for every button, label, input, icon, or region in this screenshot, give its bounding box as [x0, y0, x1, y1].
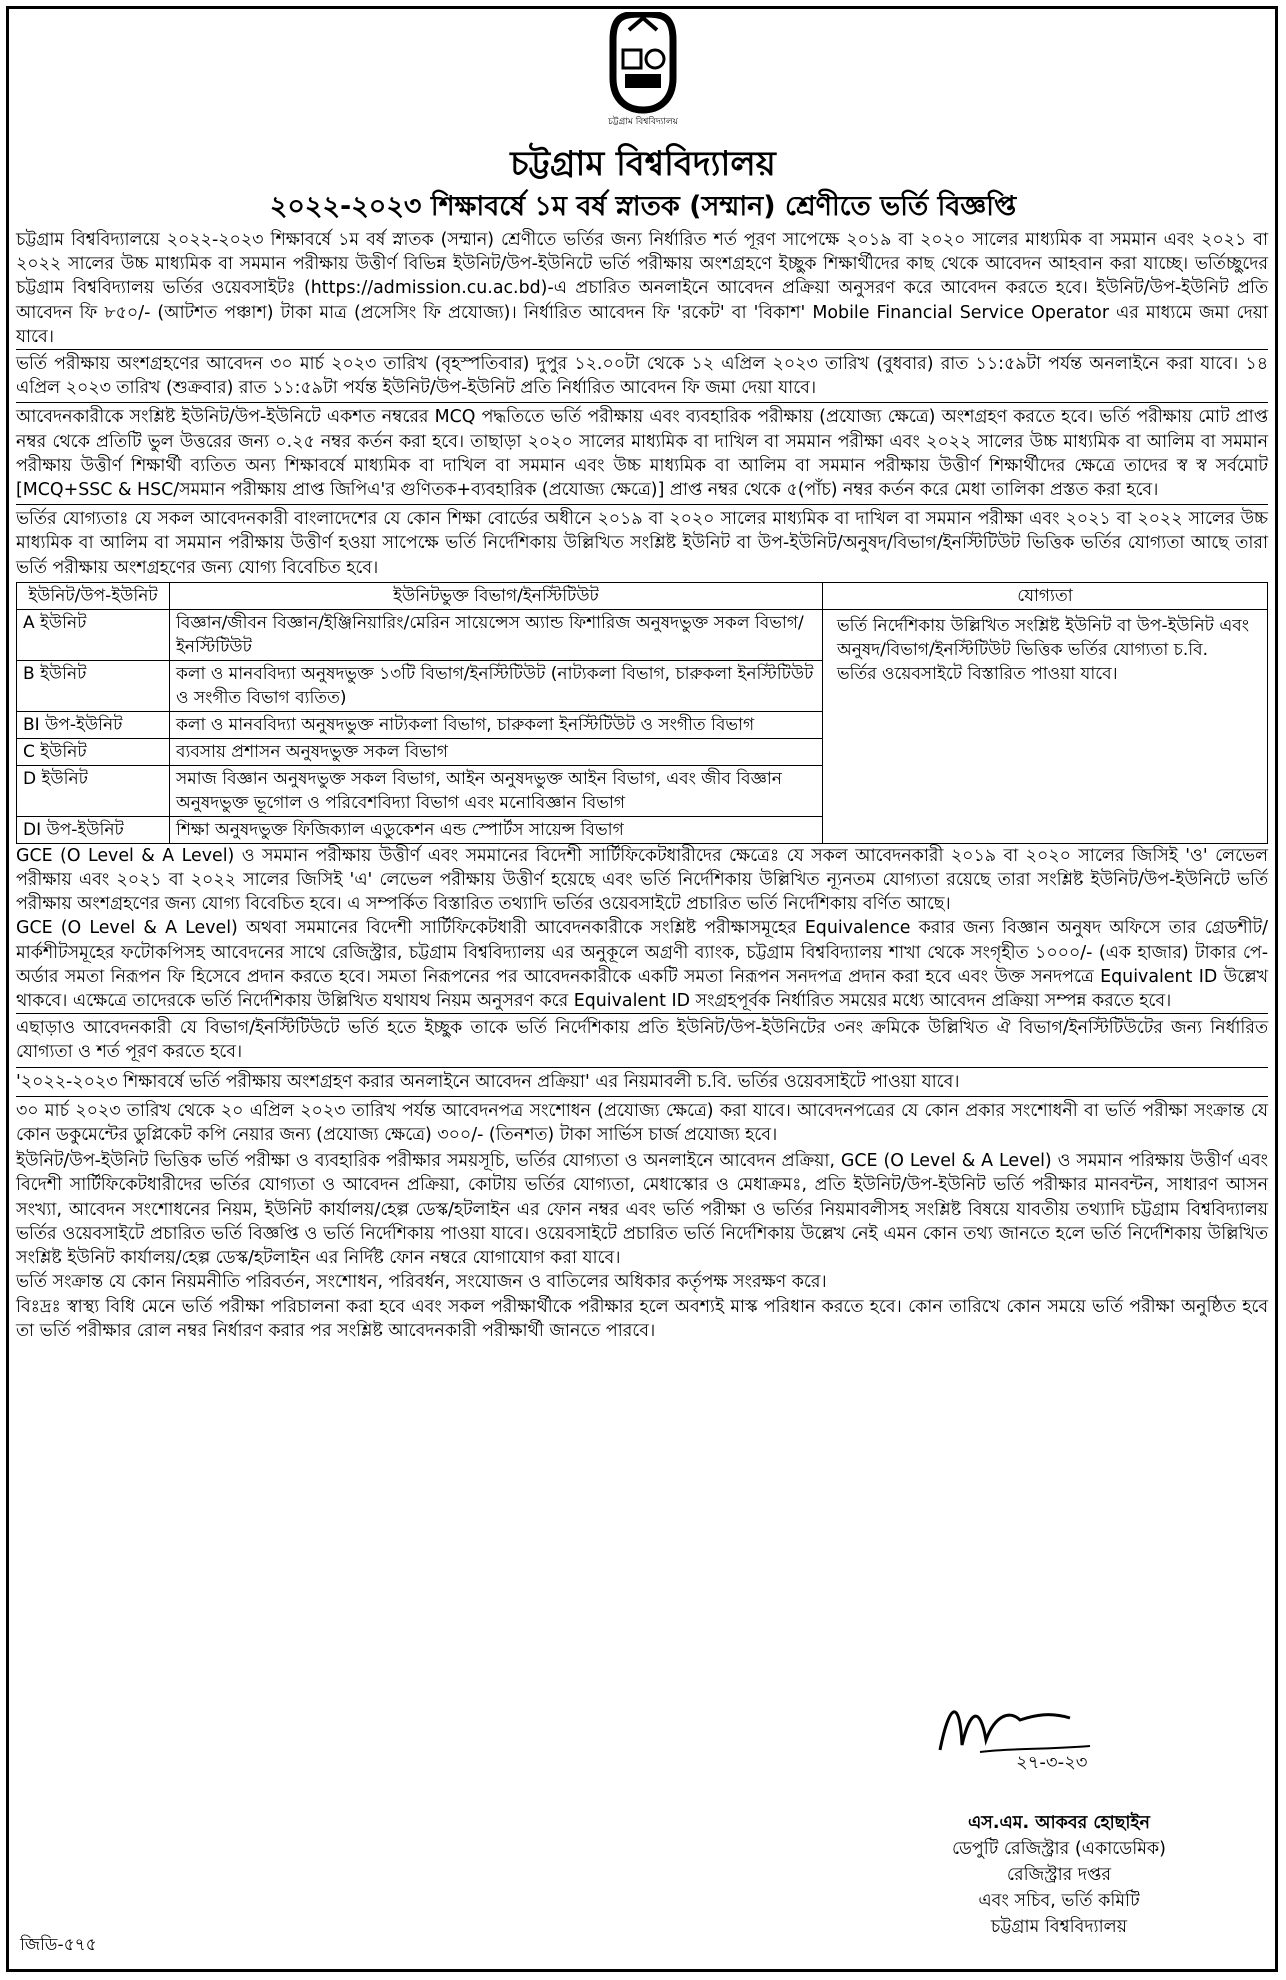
unit-cell: C ইউনিট	[17, 738, 170, 765]
unit-cell: D ইউনিট	[17, 765, 170, 816]
signatory-secretary: এবং সচিব, ভর্তি কমিটি	[978, 1891, 1140, 1911]
signature-image	[920, 1690, 1120, 1770]
signature-block	[952, 1810, 1166, 1940]
paragraph-gce-eligibility: GCE (O Level & A Level) ও সমমান পরীক্ষায় উত্তীর্ণ এবং সমমানের বিদেশী সার্টিফিকেটধারীদের ক্ষেত্রেঃ যে সকল আবেদনকারী ২০১৯ বা ২০২০ সালের জিসিই 'ও' লেভেল পরীক্ষায় এবং ২০২১ বা ২০২২ সালের জিসিই 'এ' লেভেল পরীক্ষায় উত্তীর্ণ হয়েছে এবং ভর্তি নির্দেশিকায় উল্লিখিত ন্যূনতম যোগ্যতা রয়েছে তারা সংশ্লিষ্ট ইউনিট/উপ-ইউনিটে ভর্তি পরীক্ষায় অংশগ্রহণের জন্য যোগ্য বিবেচিত হবে। এ সম্পর্কিত বিস্তারিত তথ্যাদি ভর্তির ওয়েবসাইটে প্রচারিত ভর্তি নির্দেশিকায় বর্ণিত আছে।	[16, 845, 1268, 915]
paragraph-online-rules: '২০২২-২০২৩ শিক্ষাবর্ষে ভর্তি পরীক্ষায় অংশগ্রহণ করার অনলাইনে আবেদন প্রক্রিয়া' এর নিয়মাবলী চ.বি. ভর্তির ওয়েবসাইটে পাওয়া যাবে।	[16, 1067, 1268, 1096]
table-header-departments: ইউনিটভুক্ত বিভাগ/ইনস্টিটিউট	[170, 582, 823, 609]
signatory-designation: ডেপুটি রেজিস্ট্রার (একাডেমিক)	[951, 1839, 1166, 1859]
paragraph-details-info: ইউনিট/উপ-ইউনিট ভিত্তিক ভর্তি পরীক্ষা ও ব্যবহারিক পরীক্ষার সময়সূচি, ভর্তির যোগ্যতা ও অনলাইনে আবেদন প্রক্রিয়া, GCE (O Level & A Level) ও সমমান পরিক্ষায় উত্তীর্ণ এবং বিদেশী সার্টিফিকেটধারীদের ভর্তির যোগ্যতা ও আবেদন প্রক্রিয়া, কোটায় ভর্তির যোগ্যতা, মেধাস্কোর ও মেধাক্রমঃ, প্রতি ইউনিট/উপ-ইউনিট ভর্তি পরীক্ষার মানবন্টন, সাধারণ আসন সংখ্যা, আবেদন সংশোধনের নিয়ম, ইউনিট কার্যালয়/হেল্প ডেস্ক/হটলাইন এর ফোন নম্বর এবং ভর্তি পরীক্ষা ও ভর্তির নিয়মাবলীসহ সংশ্লিষ্ট বিষয়ে যাবতীয় তথ্যাদি চট্টগ্রাম বিশ্ববিদ্যালয় ভর্তির ওয়েবসাইটে প্রচারিত ভর্তি বিজ্ঞপ্তি ও ভর্তি নির্দেশিকায় পাওয়া যাবে। ওয়েবসাইটে প্রচারিত ভর্তি নির্দেশিকায় উল্লেখ নেই এমন কোন তথ্য জানতে হলে ভর্তি নির্দেশিকায় উল্লিখিত সংশ্লিষ্ট ইউনিট কার্যালয়/হেল্প ডেস্ক/হটলাইন এর নির্দিষ্ট ফোন নম্বরে যোগাযোগ করা যাবে।	[16, 1151, 1268, 1269]
paragraph-dates: ভর্তি পরীক্ষায় অংশগ্রহণের আবেদন ৩০ মার্চ ২০২৩ তারিখ (বৃহস্পতিবার) দুপুর ১২.০০টা থেকে ১২ এপ্রিল ২০২৩ তারিখ (বুধবার) রাত ১১:৫৯টা পর্যন্ত অনলাইনে করা যাবে। ১৪ এপ্রিল ২০২৩ তারিখ (শুক্রবার) রাত ১১:৫৯টা পর্যন্ত ইউনিট/উপ-ইউনিট প্রতি নির্ধারিত আবেদন ফি জমা দেয়া যাবে।	[16, 349, 1268, 402]
unit-cell: DI উপ-ইউনিট	[17, 816, 170, 843]
notice-body	[16, 228, 1268, 1343]
reference-code: জিডি-৫৭৫	[20, 1935, 97, 1955]
unit-cell: A ইউনিট	[17, 609, 170, 660]
table-header-eligibility: যোগ্যতা	[823, 582, 1268, 609]
signatory-university: চট্টগ্রাম বিশ্ববিদ্যালয়	[990, 1917, 1128, 1937]
signatory-office: রেজিস্ট্রার দপ্তর	[1006, 1865, 1112, 1885]
table-row	[17, 609, 1268, 660]
notice-title: ২০২২-২০২৩ শিক্ষাবর্ষে ১ম বর্ষ স্নাতক (সম্মান) শ্রেণীতে ভর্তি বিজ্ঞপ্তি	[269, 191, 1017, 222]
units-table	[16, 582, 1268, 844]
signatory-name: এস.এম. আকবর হোছাইন	[967, 1813, 1150, 1833]
paragraph-eligibility: ভর্তির যোগ্যতাঃ যে সকল আবেদনকারী বাংলাদেশের যে কোন শিক্ষা বোর্ডের অধীনে ২০১৯ বা ২০২০ সালের মাধ্যমিক বা দাখিল বা সমমান পরীক্ষা এবং ২০২১ বা ২০২২ সালের উচ্চ মাধ্যমিক বা আলিম বা সমমান পরীক্ষায় উত্তীর্ণ হওয়া সাপেক্ষে ভর্তি নির্দেশিকায় উল্লিখিত সংশ্লিষ্ট ইউনিট বা উপ-ইউনিট/অনুষদ/বিভাগ/ইনস্টিটিউট ভিত্তিক ভর্তির যোগ্যতা আছে তারা ভর্তি পরীক্ষায় অংশগ্রহণের জন্য যোগ্য বিবেচিত হবে।	[16, 504, 1268, 582]
paragraph-authority-rights: ভর্তি সংক্রান্ত যে কোন নিয়মনীতি পরিবর্তন, সংশোধন, পরিবর্ধন, সংযোজন ও বাতিলের অধিকার কর্তৃপক্ষ সংরক্ষণ করে।	[16, 1272, 827, 1293]
eligibility-cell: ভর্তি নির্দেশিকায় উল্লিখিত সংশ্লিষ্ট ইউনিট বা উপ-ইউনিট এবং অনুষদ/বিভাগ/ইনস্টিটিউট ভিত্তিক ভর্তির যোগ্যতা চ.বি. ভর্তির ওয়েবসাইটে বিস্তারিত পাওয়া যাবে।	[823, 609, 1268, 843]
paragraph-department-conditions: এছাড়াও আবেদনকারী যে বিভাগ/ইনস্টিটিউটে ভর্তি হতে ইচ্ছুক তাকে ভর্তি নির্দেশিকায় প্রতি ইউনিট/উপ-ইউনিটের ৩নং ক্রমিকে উল্লিখিত ঐ বিভাগ/ইনস্টিটিউটের জন্য নির্ধারিত যোগ্যতা ও শর্ত পূরণ করতে হবে।	[16, 1013, 1268, 1066]
departments-cell: কলা ও মানববিদ্যা অনুষদভুক্ত নাট্যকলা বিভাগ, চারুকলা ইনস্টিটিউট ও সংগীত বিভাগ	[170, 711, 823, 738]
departments-cell: বিজ্ঞান/জীবন বিজ্ঞান/ইঞ্জিনিয়ারিং/মেরিন সায়েন্সেস অ্যান্ড ফিশারিজ অনুষদভুক্ত সকল বিভাগ/ইনস্টিটিউট	[170, 609, 823, 660]
departments-cell: কলা ও মানববিদ্যা অনুষদভুক্ত ১৩টি বিভাগ/ইনস্টিটিউট (নাট্যকলা বিভাগ, চারুকলা ইনস্টিটিউট ও সংগীত বিভাগ ব্যতিত)	[170, 660, 823, 711]
departments-cell: ব্যবসায় প্রশাসন অনুষদভুক্ত সকল বিভাগ	[170, 738, 823, 765]
paragraph-application: চট্টগ্রাম বিশ্ববিদ্যালয়ে ২০২২-২০২৩ শিক্ষাবর্ষে ১ম বর্ষ স্নাতক (সম্মান) শ্রেণীতে ভর্তির জন্য নির্ধারিত শর্ত পূরণ সাপেক্ষে ২০১৯ বা ২০২০ সালের মাধ্যমিক বা সমমান এবং ২০২১ বা ২০২২ সালের উচ্চ মাধ্যমিক বা সমমান পরীক্ষায় উত্তীর্ণ বিভিন্ন ইউনিট/উপ-ইউনিটে ভর্তি পরীক্ষায় অংশগ্রহণে ইচ্ছুক শিক্ষার্থীদের কাছ থেকে আবেদন আহবান করা যাচ্ছে। ভর্তিচ্ছুদের চট্টগ্রাম বিশ্ববিদ্যালয় ভর্তির ওয়েবসাইটঃ (https://admission.cu.ac.bd)-এ প্রচারিত অনলাইনে আবেদন প্রক্রিয়া অনুসরণ করে আবেদন করতে হবে। ইউনিট/উপ-ইউনিট প্রতি আবেদন ফি ৮৫০/- (আটশত পঞ্চাশ) টাকা মাত্র (প্রসেসিং ফি প্রযোজ্য)। নির্ধারিত আবেদন ফি 'রকেট' বা 'বিকাশ' Mobile Financial Service Operator এর মাধ্যমে জমা দেয়া যাবে।	[16, 230, 1268, 347]
paragraph-correction: ৩০ মার্চ ২০২৩ তারিখ থেকে ২০ এপ্রিল ২০২৩ তারিখ পর্যন্ত আবেদনপত্র সংশোধন (প্রযোজ্য ক্ষেত্রে) করা যাবে। আবেদনপত্রের যে কোন প্রকার সংশোধনী বা ভর্তি পরীক্ষা সংক্রান্ত যে কোন ডকুমেন্টের ডুপ্লিকেট কপি নেয়ার জন্য (প্রযোজ্য ক্ষেত্রে) ৩০০/- (তিনশত) টাকা সার্ভিস চার্জ প্রযোজ্য হবে।	[16, 1096, 1268, 1149]
departments-cell: শিক্ষা অনুষদভুক্ত ফিজিক্যাল এডুকেশন এন্ড স্পোর্টস সায়েন্স বিভাগ	[170, 816, 823, 843]
table-header-unit: ইউনিট/উপ-ইউনিট	[17, 582, 170, 609]
paragraph-exam-system: আবেদনকারীকে সংশ্লিষ্ট ইউনিট/উপ-ইউনিটে একশত নম্বরের MCQ পদ্ধতিতে ভর্তি পরীক্ষায় এবং ব্যবহারিক পরীক্ষায় (প্রযোজ্য ক্ষেত্রে) অংশগ্রহণ করতে হবে। ভর্তি পরীক্ষায় মোট প্রাপ্ত নম্বর থেকে প্রতিটি ভুল উত্তরের জন্য ০.২৫ নম্বর কর্তন করা হবে। তাছাড়া ২০২০ সালের মাধ্যমিক বা দাখিল বা সমমান পরীক্ষা এবং ২০২২ সালের উচ্চ মাধ্যমিক বা আলিম বা সমমান পরীক্ষায় উত্তীর্ণ শিক্ষার্থী ব্যতিত অন্য শিক্ষাবর্ষে মাধ্যমিক বা দাখিল বা সমমান এবং উচ্চ মাধ্যমিক বা আলিম বা সমমান পরীক্ষায় উত্তীর্ণ শিক্ষার্থীদের ক্ষেত্রে তাদের স্ব স্ব সর্বমোট [MCQ+SSC & HSC/সমমান পরীক্ষায় প্রাপ্ত জিপিএ'র গুণিতক+ব্যবহারিক (প্রযোজ্য ক্ষেত্রে)] প্রাপ্ত নম্বর থেকে ৫(পাঁচ) নম্বর কর্তন করে মেধা তালিকা প্রস্তত করা হবে।	[16, 402, 1268, 504]
table-header-row	[17, 582, 1268, 609]
university-title: চট্টগ্রাম বিশ্ববিদ্যালয়	[510, 144, 776, 184]
unit-cell: B ইউনিট	[17, 660, 170, 711]
unit-cell: BI উপ-ইউনিট	[17, 711, 170, 738]
paragraph-health-note: বিঃদ্রঃ স্বাস্থ্য বিধি মেনে ভর্তি পরীক্ষা পরিচালনা করা হবে এবং সকল পরীক্ষার্থীকে পরীক্ষার হলে অবশ্যই মাস্ক পরিধান করতে হবে। কোন তারিখে কোন সময়ে ভর্তি পরীক্ষা অনুষ্ঠিত হবে তা ভর্তি পরীক্ষার রোল নম্বর নির্ধারণ করার পর সংশ্লিষ্ট আবেদনকারী পরীক্ষার্থী জানতে পারবে।	[16, 1296, 1268, 1341]
university-logo	[603, 12, 683, 130]
signature-date: ২৭-৩-২৩	[1016, 1752, 1088, 1770]
logo-text: চট্টগ্রাম বিশ্ববিদ্যালয়	[607, 117, 679, 127]
departments-cell: সমাজ বিজ্ঞান অনুষদভুক্ত সকল বিভাগ, আইন অনুষদভুক্ত আইন বিভাগ, এবং জীব বিজ্ঞান অনুষদভুক্ত ভূগোল ও পরিবেশবিদ্যা বিভাগ এবং মনোবিজ্ঞান বিভাগ	[170, 765, 823, 816]
paragraph-gce-equivalence: GCE (O Level & A Level) অথবা সমমানের বিদেশী সার্টিফিকেটধারী আবেদনকারীকে সংশ্লিষ্ট পরীক্ষাসমূহের Equivalence করার জন্য বিজ্ঞান অনুষদ অফিসে তার গ্রেডশীট/মার্কশীটসমূহের ফটোকপিসহ আবেদনের সাথে রেজিস্ট্রার, চট্টগ্রাম বিশ্ববিদ্যালয় এর অনুকূলে অগ্রণী ব্যাংক, চট্টগ্রাম বিশ্ববিদ্যালয় শাখা থেকে সংগৃহীত ১০০০/- (এক হাজার) টাকার পে-অর্ডার সমতা নিরূপন ফি হিসেবে প্রদান করতে হবে। সমতা নিরূপনের পর আবেদনকারীকে একটি সমতা নিরূপন সনদপত্র প্রদান করা হবে এবং উক্ত সনদপত্রে Equivalent ID উল্লেখ থাকবে। এক্ষেত্রে তাদেরকে ভর্তি নির্দেশিকায় উল্লিখিত যথাযথ নিয়ম অনুসরণ করে Equivalent ID সংগ্রহপূর্বক নির্ধারিত সময়ের মধ্যে আবেদন প্রক্রিয়া সম্পন্ন করতে হবে।	[16, 918, 1268, 1012]
